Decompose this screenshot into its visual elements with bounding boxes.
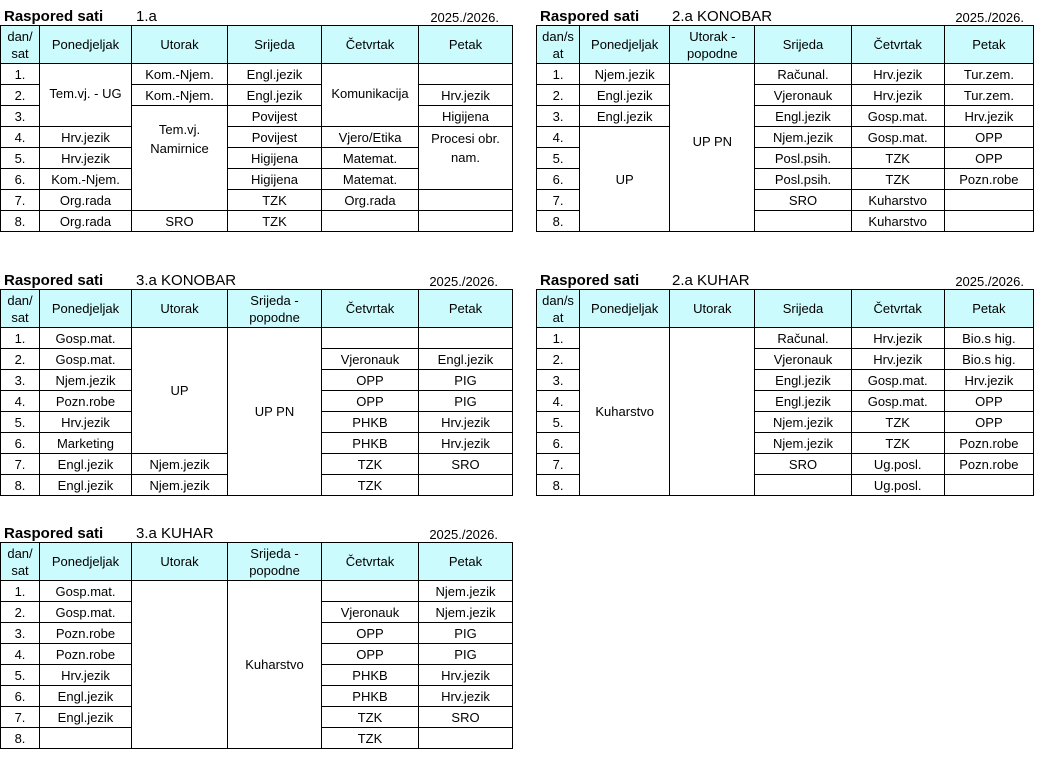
- col-header-monday: Ponedjeljak: [40, 543, 132, 581]
- thursday-cell: [322, 328, 419, 349]
- schedule-header: [0, 5, 513, 25]
- friday-cell: [944, 211, 1033, 232]
- friday-cell: Njem.jezik: [419, 602, 513, 623]
- class-name: 3.a KONOBAR: [136, 272, 237, 289]
- schedule-3a-kuhar: [0, 522, 513, 749]
- table-row: [537, 106, 1034, 127]
- col-header-friday: Petak: [944, 290, 1033, 328]
- col-header-monday: Ponedjeljak: [580, 26, 670, 64]
- friday-cell: OPP: [944, 412, 1033, 433]
- col-header-tuesday: Utorak: [670, 290, 755, 328]
- period-number: 1.: [1, 581, 40, 602]
- header-row: [537, 26, 1034, 64]
- period-number: 1.: [537, 328, 580, 349]
- col-header-wednesday: Srijeda: [755, 26, 851, 64]
- wednesday-cell: Higijena: [228, 169, 322, 190]
- wednesday-cell: Njem.jezik: [755, 412, 851, 433]
- thursday-cell: OPP: [322, 644, 419, 665]
- period-number: 7.: [1, 454, 40, 475]
- period-number: 5.: [537, 412, 580, 433]
- monday-cell: Hrv.jezik: [40, 148, 132, 169]
- tuesday-block: [670, 328, 755, 496]
- table-row: [1, 581, 513, 602]
- monday-cell: Hrv.jezik: [40, 127, 132, 148]
- thursday-cell: Hrv.jezik: [851, 64, 944, 85]
- schedule-1a: [0, 5, 513, 232]
- thursday-cell: PHKB: [322, 665, 419, 686]
- friday-cell: PIG: [419, 370, 513, 391]
- thursday-cell: Hrv.jezik: [851, 328, 944, 349]
- friday-cell: [419, 728, 513, 749]
- timetable: [0, 25, 513, 232]
- col-header-wednesday: Srijeda: [755, 290, 851, 328]
- period-number: 4.: [1, 391, 40, 412]
- thursday-cell: Hrv.jezik: [851, 349, 944, 370]
- wednesday-cell: Vjeronauk: [755, 349, 851, 370]
- thursday-cell: PHKB: [322, 686, 419, 707]
- wednesday-cell: [755, 211, 851, 232]
- thursday-block: Komunikacija: [322, 64, 419, 127]
- monday-cell: Gosp.mat.: [40, 602, 132, 623]
- friday-cell: Higijena: [419, 106, 513, 127]
- wednesday-cell: Posl.psih.: [755, 169, 851, 190]
- monday-cell: Gosp.mat.: [40, 328, 132, 349]
- schedule-2a-kuhar: [536, 269, 1034, 496]
- monday-cell: Marketing: [40, 433, 132, 454]
- schedule-title: Raspored sati: [4, 8, 104, 25]
- period-number: 5.: [537, 148, 580, 169]
- period-number: 4.: [537, 391, 580, 412]
- col-header-thursday: Četvrtak: [322, 543, 419, 581]
- wednesday-cell: Higijena: [228, 148, 322, 169]
- period-number: 7.: [537, 454, 580, 475]
- schedule-2a-konobar: [536, 5, 1034, 232]
- timetable: [536, 289, 1034, 496]
- col-header-period: dan/s at: [537, 290, 580, 328]
- wednesday-cell: TZK: [228, 190, 322, 211]
- thursday-cell: PHKB: [322, 433, 419, 454]
- tuesday-cell: Kom.-Njem.: [132, 85, 228, 106]
- col-header-thursday: Četvrtak: [322, 26, 419, 64]
- friday-cell: [419, 64, 513, 85]
- wednesday-cell: Engl.jezik: [228, 64, 322, 85]
- monday-block: Tem.vj. - UG: [40, 64, 132, 127]
- tuesday-cell: SRO: [132, 211, 228, 232]
- friday-cell: PIG: [419, 391, 513, 412]
- friday-cell: PIG: [419, 644, 513, 665]
- school-year: 2025./2026.: [955, 274, 1024, 289]
- schedule-header: [0, 269, 512, 289]
- class-name: 1.a: [136, 8, 157, 25]
- thursday-cell: Kuharstvo: [851, 211, 944, 232]
- col-header-friday: Petak: [419, 290, 513, 328]
- col-header-period: dan/ sat: [1, 543, 40, 581]
- wednesday-block: UP PN: [228, 328, 322, 496]
- col-header-wednesday: Srijeda - popodne: [228, 543, 322, 581]
- thursday-cell: TZK: [322, 475, 419, 496]
- period-number: 6.: [1, 169, 40, 190]
- period-number: 2.: [537, 349, 580, 370]
- wednesday-cell: Engl.jezik: [755, 391, 851, 412]
- tuesday-block: [132, 581, 228, 749]
- thursday-cell: Ug.posl.: [851, 454, 944, 475]
- monday-block: Kuharstvo: [580, 328, 670, 496]
- col-header-tuesday: Utorak: [132, 543, 228, 581]
- monday-cell: Pozn.robe: [40, 644, 132, 665]
- thursday-cell: TZK: [322, 707, 419, 728]
- thursday-cell: TZK: [322, 728, 419, 749]
- wednesday-cell: Povijest: [228, 127, 322, 148]
- monday-cell: Engl.jezik: [40, 475, 132, 496]
- table-row: [1, 190, 513, 211]
- period-number: 5.: [1, 412, 40, 433]
- table-row: [537, 328, 1034, 349]
- period-number: 7.: [1, 707, 40, 728]
- friday-cell: Hrv.jezik: [419, 433, 513, 454]
- friday-cell: SRO: [419, 454, 513, 475]
- period-number: 1.: [537, 64, 580, 85]
- friday-cell: Bio.s hig.: [944, 349, 1033, 370]
- friday-cell: [944, 190, 1033, 211]
- period-number: 4.: [1, 644, 40, 665]
- school-year: 2025./2026.: [430, 10, 499, 25]
- period-number: 2.: [537, 85, 580, 106]
- thursday-cell: Kuharstvo: [851, 190, 944, 211]
- tuesday-block: UP: [132, 328, 228, 454]
- schedule-header: [536, 269, 1034, 289]
- friday-cell: Tur.zem.: [944, 85, 1033, 106]
- thursday-cell: Hrv.jezik: [851, 85, 944, 106]
- period-number: 3.: [537, 106, 580, 127]
- period-number: 8.: [1, 475, 40, 496]
- monday-cell: Engl.jezik: [40, 686, 132, 707]
- friday-cell: [419, 475, 513, 496]
- schedule-title: Raspored sati: [540, 272, 640, 289]
- header-row: [1, 290, 513, 328]
- schedule-header: [0, 522, 512, 542]
- header-row: [1, 26, 513, 64]
- monday-cell: Org.rada: [40, 211, 132, 232]
- wednesday-cell: Vjeronauk: [755, 85, 851, 106]
- col-header-period: dan/s at: [537, 26, 580, 64]
- monday-cell: Pozn.robe: [40, 623, 132, 644]
- period-number: 6.: [537, 433, 580, 454]
- monday-cell: Engl.jezik: [40, 707, 132, 728]
- monday-cell: Hrv.jezik: [40, 412, 132, 433]
- table-row: [537, 64, 1034, 85]
- timetable: [536, 25, 1034, 232]
- tuesday-cell: Njem.jezik: [132, 454, 228, 475]
- period-number: 3.: [1, 370, 40, 391]
- friday-cell: OPP: [944, 391, 1033, 412]
- friday-cell: Hrv.jezik: [944, 106, 1033, 127]
- col-header-tuesday: Utorak: [132, 290, 228, 328]
- col-header-period: dan/ sat: [1, 290, 40, 328]
- friday-cell: PIG: [419, 623, 513, 644]
- wednesday-cell: Računal.: [755, 64, 851, 85]
- table-row: [1, 211, 513, 232]
- col-header-wednesday: Srijeda - popodne: [228, 290, 322, 328]
- school-year: 2025./2026.: [429, 274, 498, 289]
- friday-cell: [419, 328, 513, 349]
- col-header-friday: Petak: [419, 26, 513, 64]
- period-number: 8.: [1, 211, 40, 232]
- friday-cell: Hrv.jezik: [419, 412, 513, 433]
- thursday-cell: Gosp.mat.: [851, 106, 944, 127]
- table-row: [1, 328, 513, 349]
- thursday-cell: Gosp.mat.: [851, 391, 944, 412]
- monday-cell: Kom.-Njem.: [40, 169, 132, 190]
- monday-cell: Engl.jezik: [580, 106, 670, 127]
- col-header-monday: Ponedjeljak: [40, 290, 132, 328]
- thursday-cell: OPP: [322, 391, 419, 412]
- thursday-cell: Matemat.: [322, 169, 419, 190]
- thursday-cell: OPP: [322, 623, 419, 644]
- wednesday-cell: SRO: [755, 190, 851, 211]
- thursday-cell: Ug.posl.: [851, 475, 944, 496]
- col-header-monday: Ponedjeljak: [40, 26, 132, 64]
- friday-cell: Hrv.jezik: [419, 665, 513, 686]
- period-number: 1.: [1, 64, 40, 85]
- period-number: 2.: [1, 602, 40, 623]
- friday-cell: Hrv.jezik: [944, 370, 1033, 391]
- wednesday-block: Kuharstvo: [228, 581, 322, 749]
- wednesday-cell: Engl.jezik: [228, 85, 322, 106]
- period-number: 7.: [1, 190, 40, 211]
- col-header-tuesday: Utorak - popodne: [670, 26, 755, 64]
- friday-cell: [944, 475, 1033, 496]
- col-header-friday: Petak: [419, 543, 513, 581]
- tuesday-cell: Njem.jezik: [132, 475, 228, 496]
- thursday-cell: TZK: [851, 148, 944, 169]
- schedule-title: Raspored sati: [4, 272, 104, 289]
- period-number: 8.: [1, 728, 40, 749]
- thursday-cell: TZK: [851, 433, 944, 454]
- class-name: 3.a KUHAR: [136, 525, 214, 542]
- friday-cell: Njem.jezik: [419, 581, 513, 602]
- friday-cell: Hrv.jezik: [419, 85, 513, 106]
- period-number: 3.: [1, 623, 40, 644]
- wednesday-cell: TZK: [228, 211, 322, 232]
- tuesday-block: UP PN: [670, 64, 755, 232]
- thursday-cell: PHKB: [322, 412, 419, 433]
- period-number: 6.: [537, 169, 580, 190]
- table-row: [1, 64, 513, 85]
- friday-cell: Bio.s hig.: [944, 328, 1033, 349]
- thursday-cell: TZK: [851, 412, 944, 433]
- wednesday-cell: Računal.: [755, 328, 851, 349]
- wednesday-cell: SRO: [755, 454, 851, 475]
- friday-cell: Hrv.jezik: [419, 686, 513, 707]
- thursday-cell: Vjero/Etika: [322, 127, 419, 148]
- friday-cell: OPP: [944, 127, 1033, 148]
- table-row: [537, 85, 1034, 106]
- monday-cell: Njem.jezik: [580, 64, 670, 85]
- schedule-title: Raspored sati: [4, 525, 104, 542]
- class-name: 2.a KUHAR: [672, 272, 750, 289]
- wednesday-cell: Engl.jezik: [755, 370, 851, 391]
- period-number: 5.: [1, 665, 40, 686]
- period-number: 6.: [1, 433, 40, 454]
- monday-cell: Hrv.jezik: [40, 665, 132, 686]
- thursday-cell: Org.rada: [322, 190, 419, 211]
- period-number: 8.: [537, 211, 580, 232]
- friday-cell: SRO: [419, 707, 513, 728]
- col-header-thursday: Četvrtak: [322, 290, 419, 328]
- monday-cell: Gosp.mat.: [40, 349, 132, 370]
- col-header-thursday: Četvrtak: [851, 26, 944, 64]
- col-header-tuesday: Utorak: [132, 26, 228, 64]
- wednesday-cell: Povijest: [228, 106, 322, 127]
- monday-block: UP: [580, 127, 670, 232]
- thursday-cell: [322, 211, 419, 232]
- period-number: 8.: [537, 475, 580, 496]
- table-row: [1, 127, 513, 148]
- school-year: 2025./2026.: [429, 527, 498, 542]
- schedule-3a-konobar: [0, 269, 513, 496]
- header-row: [1, 543, 513, 581]
- thursday-cell: Vjeronauk: [322, 602, 419, 623]
- class-name: 2.a KONOBAR: [672, 8, 773, 25]
- monday-cell: Engl.jezik: [40, 454, 132, 475]
- friday-cell: Pozn.robe: [944, 433, 1033, 454]
- friday-cell: Pozn.robe: [944, 169, 1033, 190]
- period-number: 5.: [1, 148, 40, 169]
- period-number: 7.: [537, 190, 580, 211]
- monday-cell: Gosp.mat.: [40, 581, 132, 602]
- period-number: 2.: [1, 85, 40, 106]
- schedule-title: Raspored sati: [540, 8, 640, 25]
- timetable: [0, 542, 513, 749]
- thursday-cell: [322, 581, 419, 602]
- period-number: 3.: [1, 106, 40, 127]
- col-header-period: dan/ sat: [1, 26, 40, 64]
- wednesday-cell: Posl.psih.: [755, 148, 851, 169]
- period-number: 2.: [1, 349, 40, 370]
- tuesday-block: Tem.vj. Namirnice: [132, 106, 228, 211]
- thursday-cell: Vjeronauk: [322, 349, 419, 370]
- table-row: [537, 127, 1034, 148]
- monday-cell: Njem.jezik: [40, 370, 132, 391]
- col-header-friday: Petak: [944, 26, 1033, 64]
- monday-cell: [40, 728, 132, 749]
- friday-cell: OPP: [944, 148, 1033, 169]
- monday-cell: Org.rada: [40, 190, 132, 211]
- period-number: 4.: [537, 127, 580, 148]
- tuesday-cell: Kom.-Njem.: [132, 64, 228, 85]
- schedule-header: [536, 5, 1034, 25]
- header-row: [537, 290, 1034, 328]
- period-number: 3.: [537, 370, 580, 391]
- col-header-thursday: Četvrtak: [851, 290, 944, 328]
- school-year: 2025./2026.: [955, 10, 1024, 25]
- friday-block: Procesi obr. nam.: [419, 127, 513, 190]
- wednesday-cell: Engl.jezik: [755, 106, 851, 127]
- thursday-cell: TZK: [322, 454, 419, 475]
- monday-cell: Pozn.robe: [40, 391, 132, 412]
- thursday-cell: Gosp.mat.: [851, 127, 944, 148]
- col-header-wednesday: Srijeda: [228, 26, 322, 64]
- thursday-cell: Gosp.mat.: [851, 370, 944, 391]
- thursday-cell: Matemat.: [322, 148, 419, 169]
- friday-cell: Engl.jezik: [419, 349, 513, 370]
- wednesday-cell: Njem.jezik: [755, 127, 851, 148]
- friday-cell: Tur.zem.: [944, 64, 1033, 85]
- wednesday-cell: [755, 475, 851, 496]
- timetable: [0, 289, 513, 496]
- monday-cell: Engl.jezik: [580, 85, 670, 106]
- thursday-cell: TZK: [851, 169, 944, 190]
- period-number: 6.: [1, 686, 40, 707]
- friday-cell: [419, 190, 513, 211]
- friday-cell: Pozn.robe: [944, 454, 1033, 475]
- wednesday-cell: Njem.jezik: [755, 433, 851, 454]
- period-number: 4.: [1, 127, 40, 148]
- period-number: 1.: [1, 328, 40, 349]
- friday-cell: [419, 211, 513, 232]
- thursday-cell: OPP: [322, 370, 419, 391]
- col-header-monday: Ponedjeljak: [580, 290, 670, 328]
